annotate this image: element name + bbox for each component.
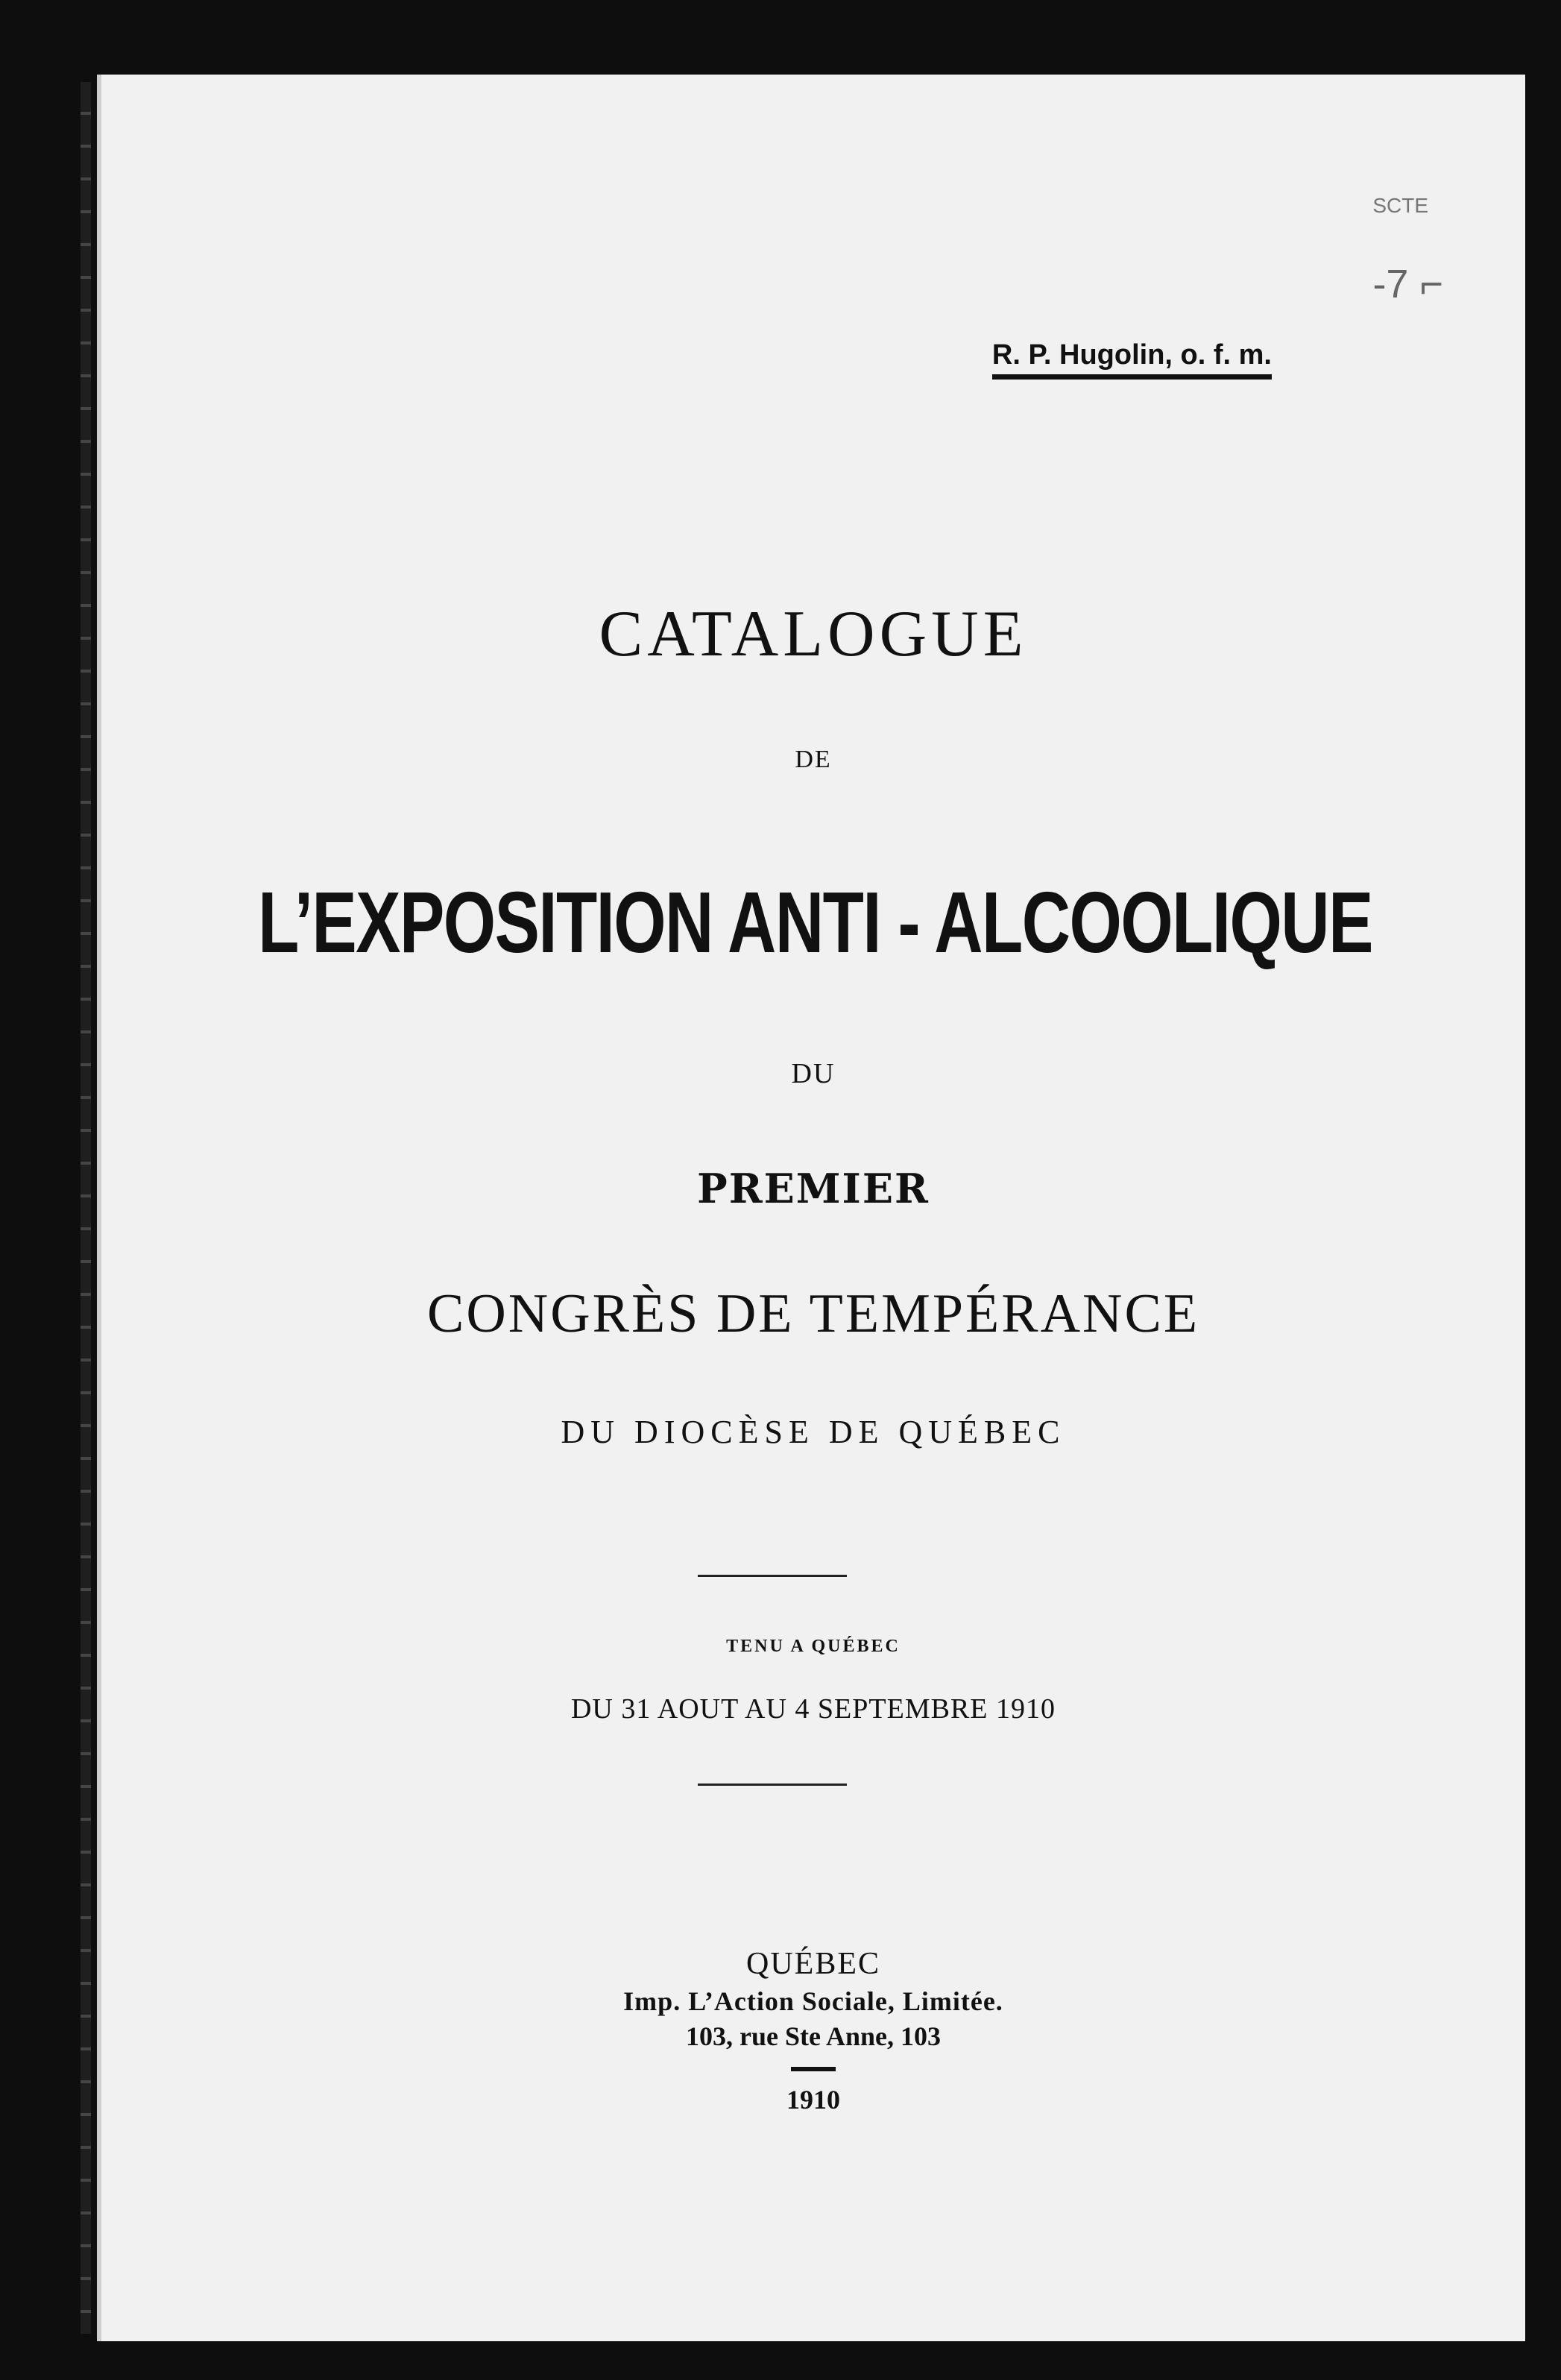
- event-dates: DU 31 AOUT AU 4 SEPTEMBRE 1910: [570, 1693, 1056, 1725]
- title-premier: PREMIER: [697, 1165, 930, 1212]
- title-exposition: L’EXPOSITION ANTI - ALCOOLIQUE: [258, 874, 1372, 971]
- imprint-address: 103, rue Ste Anne, 103: [686, 2021, 941, 2051]
- divider-bottom: [698, 1784, 847, 1786]
- imprint-printer: Imp. L’Action Sociale, Limitée.: [623, 1986, 1003, 2016]
- margin-note: SCTE: [1372, 194, 1428, 217]
- divider-top: [698, 1575, 847, 1577]
- margin-mark: -7 ⌐: [1372, 262, 1443, 306]
- imprint-divider: [791, 2067, 836, 2071]
- title-du: DU: [791, 1058, 836, 1089]
- title-page: [97, 75, 1525, 2341]
- title-catalogue: CATALOGUE: [599, 598, 1028, 670]
- event-place: TENU A QUÉBEC: [726, 1637, 901, 1656]
- title-diocese: DU DIOCÈSE DE QUÉBEC: [561, 1414, 1066, 1450]
- binding-edge: [81, 82, 91, 2334]
- author-line: R. P. Hugolin, o. f. m.: [992, 339, 1272, 380]
- title-congres: CONGRÈS DE TEMPÉRANCE: [426, 1283, 1200, 1344]
- imprint-year: 1910: [786, 2085, 840, 2115]
- title-de: DE: [795, 746, 832, 773]
- imprint-city: QUÉBEC: [746, 1947, 880, 1981]
